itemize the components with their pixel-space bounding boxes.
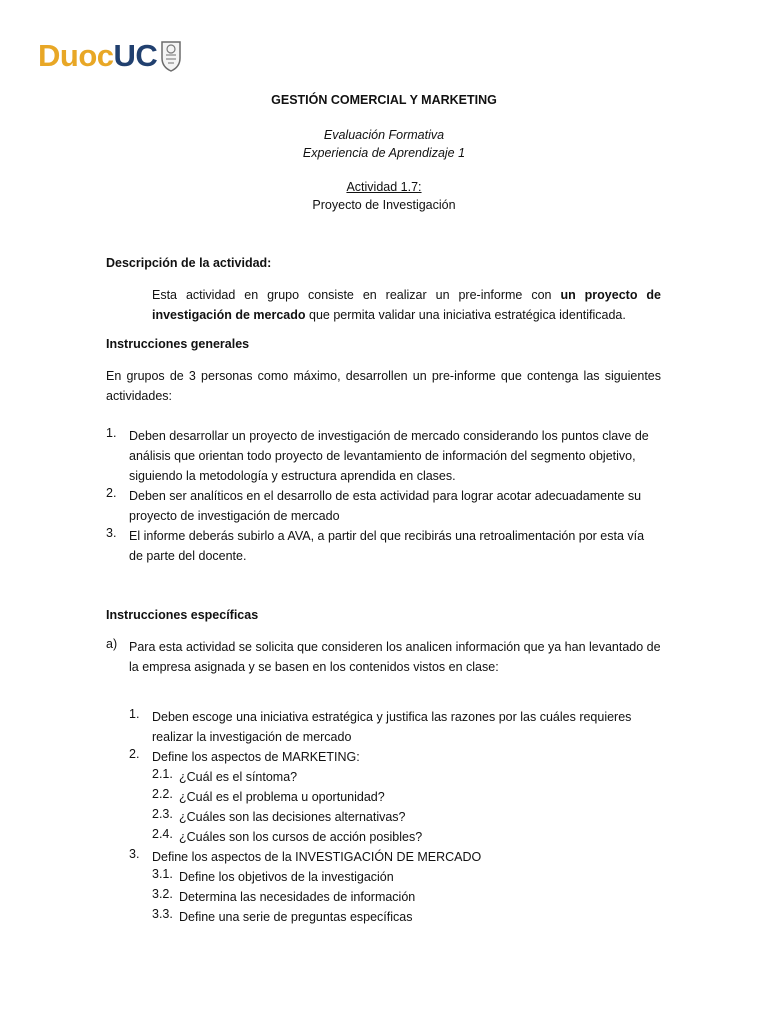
specific-item-3-3-text: Define una serie de preguntas específicas — [179, 910, 413, 924]
general-instructions-intro: En grupos de 3 personas como máximo, desarrollen un pre-informe que contenga las siguientes actividades: — [106, 369, 661, 403]
specific-item-1-text: Deben escoge una iniciativa estratégica y justifica las razones por las cuáles requieres realizar la investigación de mercado — [152, 710, 632, 744]
specific-item-2-1-number: 2.1. — [152, 767, 173, 781]
general-item-3-number: 3. — [106, 526, 117, 540]
specific-item-2-text: Define los aspectos de MARKETING: — [152, 750, 360, 764]
specific-item-2-4-number: 2.4. — [152, 827, 173, 841]
description-text-pre: Esta actividad en grupo consiste en realizar un pre-informe con — [152, 288, 561, 302]
general-item-1-number: 1. — [106, 426, 117, 440]
general-item-2-text: Deben ser analíticos en el desarrollo de esta actividad para lograr acotar adecuadamente su proyecto de investigación de mercado — [129, 489, 642, 523]
specific-item-2-1-text: ¿Cuál es el síntoma? — [179, 770, 298, 784]
general-item-2-number: 2. — [106, 486, 117, 500]
specific-item-3-number: 3. — [129, 847, 140, 861]
description-paragraph — [152, 285, 661, 325]
specific-item-3-2-number: 3.2. — [152, 887, 173, 901]
specific-a-label: a) — [106, 637, 118, 651]
description-heading: Descripción de la actividad: — [106, 256, 272, 270]
specific-instructions-heading: Instrucciones específicas — [106, 608, 259, 622]
specific-item-2-number: 2. — [129, 747, 140, 761]
general-item-1-text: Deben desarrollar un proyecto de investigación de mercado considerando los puntos clave de análisis que orientan todo proyecto de levantamiento de información del segmento objetivo, siguiendo la metodología y estructura aprendida en clases. — [129, 429, 649, 483]
logo-duoc-text: Duoc — [38, 38, 114, 73]
university-seal-icon — [160, 40, 182, 72]
activity-label-text: Actividad 1.7: — [346, 180, 422, 194]
specific-item-3-text: Define los aspectos de la INVESTIGACIÓN DE MERCADO — [152, 850, 482, 864]
specific-a-text: Para esta actividad se solicita que consideren los analicen información que ya han levantado de la empresa asignada y se basen en los contenidos vistos en clase: — [129, 640, 661, 674]
specific-item-3-3-number: 3.3. — [152, 907, 173, 921]
activity-name: Proyecto de Investigación — [312, 198, 456, 212]
duoc-uc-logo — [38, 36, 182, 76]
specific-item-2-2-text: ¿Cuál es el problema u oportunidad? — [179, 790, 385, 804]
logo-uc-text: UC — [113, 38, 158, 73]
specific-item-3-1-text: Define los objetivos de la investigación — [179, 870, 394, 884]
specific-item-3-1-number: 3.1. — [152, 867, 173, 881]
specific-item-3-2-text: Determina las necesidades de información — [179, 890, 416, 904]
description-text-bold: un proyecto de investigación de mercado — [152, 288, 662, 322]
general-item-3-text: El informe deberás subirlo a AVA, a partir del que recibirás una retroalimentación por esta vía de parte del docente. — [129, 529, 645, 563]
specific-item-1-number: 1. — [129, 707, 140, 721]
description-text-post: que permita validar una iniciativa estratégica identificada. — [305, 308, 626, 322]
learning-experience: Experiencia de Aprendizaje 1 — [302, 146, 466, 160]
specific-item-2-4-text: ¿Cuáles son los cursos de acción posibles? — [179, 830, 423, 844]
evaluation-type: Evaluación Formativa — [323, 128, 445, 142]
document-title: GESTIÓN COMERCIAL Y MARKETING — [271, 93, 497, 107]
general-instructions-heading: Instrucciones generales — [106, 337, 250, 351]
activity-label — [0, 180, 768, 194]
specific-item-2-3-number: 2.3. — [152, 807, 173, 821]
specific-item-2-3-text: ¿Cuáles son las decisiones alternativas? — [179, 810, 406, 824]
specific-item-2-2-number: 2.2. — [152, 787, 173, 801]
